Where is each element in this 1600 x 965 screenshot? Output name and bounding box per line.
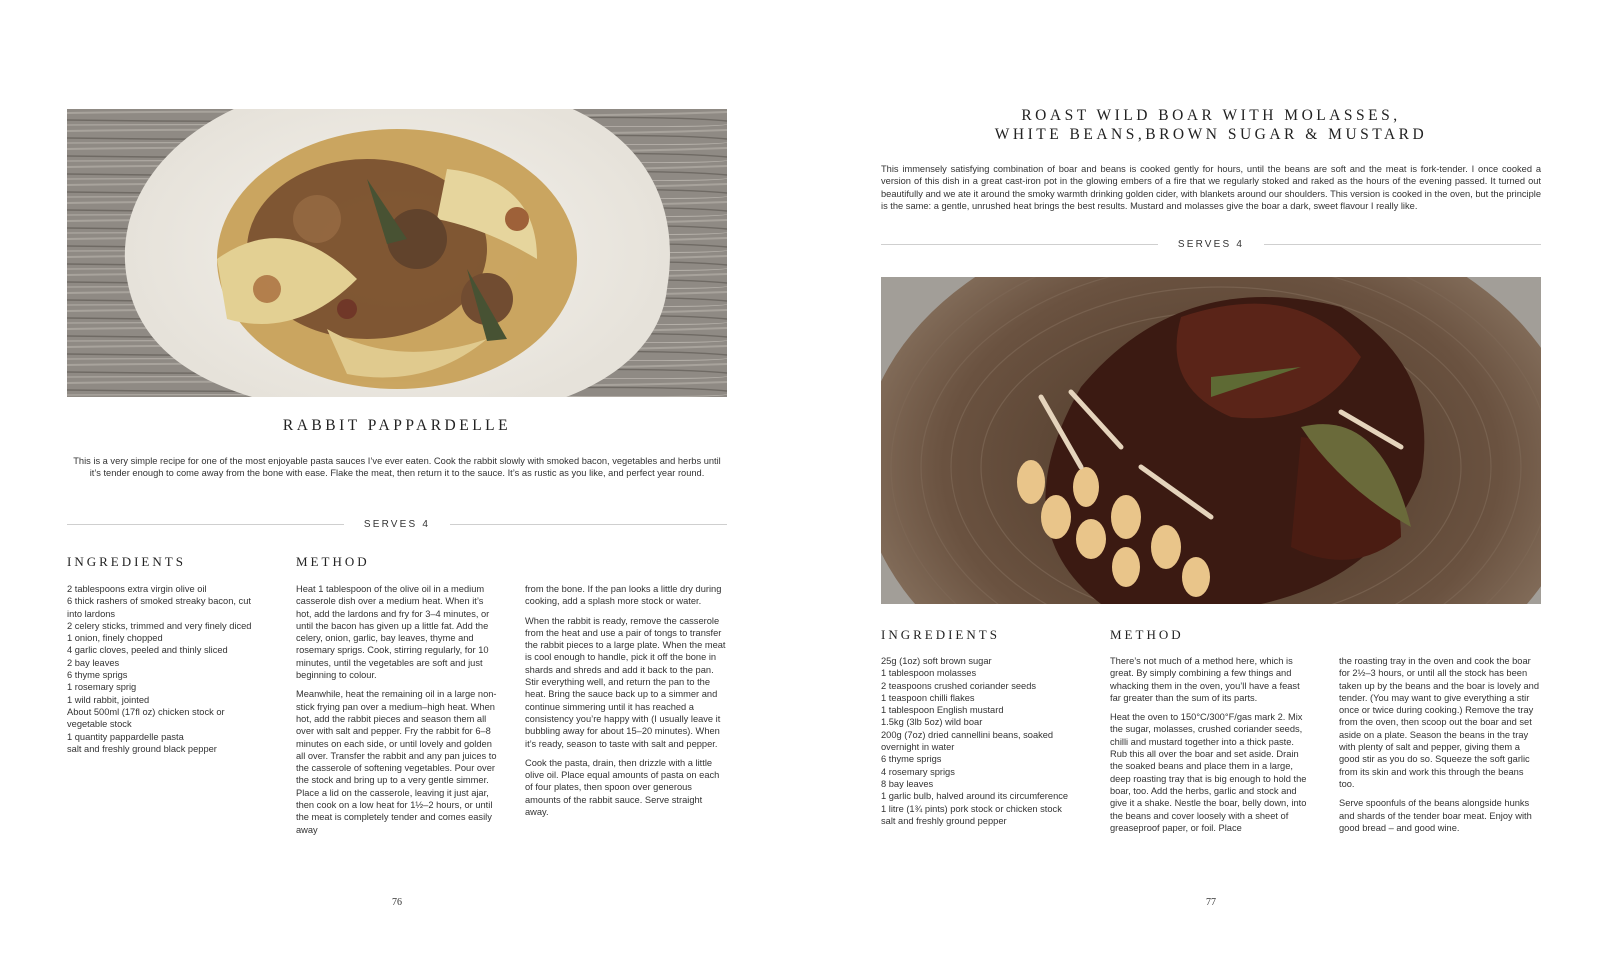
ingredient-item: 1 tablespoon molasses (881, 668, 977, 679)
ingredient-item: 4 rosemary sprigs (881, 766, 955, 777)
ingredients-heading: INGREDIENTS (67, 554, 186, 569)
recipe-intro: This is a very simple recipe for one of the most enjoyable pasta sauces I’ve ever eaten. Cook the rabbit slowly with smoked bacon, vegetables and herbs until it’s tender enough to come away from the bone with ease. Flake the meat, then return it to the sauce. It’s as rustic as you like, and perfect year round. (73, 456, 721, 479)
ingredient-item: 2 bay leaves (67, 657, 120, 668)
method-column-2 (525, 583, 727, 825)
ingredient-item: 6 thyme sprigs (881, 754, 942, 765)
recipe-title (881, 106, 1541, 144)
recipe-title-line-2: WHITE BEANS,BROWN SUGAR & MUSTARD (994, 126, 1428, 143)
serves-label: SERVES 4 (1177, 238, 1245, 250)
ingredient-item: 1 rosemary sprig (67, 682, 137, 693)
divider-line-left (881, 244, 1158, 245)
method-paragraph: Heat the oven to 150°C/300°F/gas mark 2. Mix the sugar, molasses, crushed coriander seeds, chilli and mustard together into a thick paste. Rub this all over the boar and set aside. Drain the soaked beans and place them in a large, deep roasting tray that is big enough to hold the boar, too. Add the herbs, garlic and stock and give it a shake. Nestle the boar, belly down, into the beans and cover loosely with a sheet of greaseproof paper, or foil. Place (1110, 712, 1307, 833)
serves-divider (67, 517, 727, 531)
ingredient-item: 1 litre (1¾ pints) pork stock or chicken stock (881, 803, 1062, 814)
ingredient-item: 1 quantity pappardelle pasta (67, 731, 184, 742)
ingredient-item: 1 onion, finely chopped (67, 633, 163, 644)
ingredient-item: 4 garlic cloves, peeled and thinly sliced (67, 645, 228, 656)
method-heading: METHOD (296, 554, 370, 569)
ingredient-item: 200g (7oz) dried cannellini beans, soaked overnight in water (881, 729, 1054, 753)
method-paragraph: Meanwhile, heat the remaining oil in a large non-stick frying pan over a medium–high heat. When hot, add the rabbit pieces and season them all over with salt and pepper. Fry the rabbit for 6–8 minutes on each side, or until lovely and golden all over. Transfer the rabbit and any pan juices to the casserole of softening vegetables. Pour over the stock and bring up to a very gentle simmer. Place a lid on the casserole, leaving it just ajar, then cook on a low heat for 1½–2 hours, or until the meat is completely tender and comes easily away (296, 689, 497, 835)
method-heading: METHOD (1110, 627, 1184, 642)
ingredient-item: salt and freshly ground pepper (881, 815, 1007, 826)
serves-label: SERVES 4 (363, 518, 431, 530)
method-column-2 (1339, 655, 1541, 841)
ingredients-heading: INGREDIENTS (881, 627, 1000, 642)
ingredient-item: 6 thyme sprigs (67, 670, 128, 681)
ingredient-item: 1 garlic bulb, halved around its circumference (881, 791, 1069, 802)
ingredient-item: 1 teaspoon chilli flakes (881, 692, 975, 703)
roast-wild-boar-photo (881, 277, 1541, 604)
serves-divider (881, 237, 1541, 251)
ingredients-list (67, 583, 261, 755)
recipe-intro: This immensely satisfying combination of boar and beans is cooked gently for hours, until the beans are soft and the meat is fork-tender. I once cooked a version of this dish in a great cast-iron pot in the glowing embers of a fire that we regularly stoked and raked as the hours of the evening passed. It turned out beautifully and we ate it around the smoky warmth drinking golden cider, with blankets around our shoulders. This version is cooked in the oven, but the principle is the same: a gentle, unrushed heat brings the best results. Mustard and molasses give the boar a dark, sweet flavour I really like. (881, 164, 1541, 212)
ingredient-item: 2 tablespoons extra virgin olive oil (67, 584, 207, 594)
method-paragraph: from the bone. If the pan looks a little dry during cooking, add a splash more stock or water. (525, 584, 722, 607)
ingredient-item: 1 wild rabbit, jointed (67, 694, 150, 705)
method-paragraph: Serve spoonfuls of the beans alongside hunks and shards of the tender boar meat. Enjoy with good bread – and good wine. (1339, 798, 1532, 833)
method-paragraph: There’s not much of a method here, which is great. By simply combining a few things and whacking them in the oven, you’ll have a feast far greater than the sum of its parts. (1110, 656, 1300, 703)
ingredient-item: About 500ml (17fl oz) chicken stock or vegetable stock (67, 706, 225, 730)
ingredient-item: 2 celery sticks, trimmed and very finely diced (67, 620, 252, 631)
method-column-1 (296, 583, 498, 843)
recipe-title-line-1: ROAST WILD BOAR WITH MOLASSES, (1021, 107, 1401, 124)
ingredient-item: 25g (1oz) soft brown sugar (881, 656, 992, 666)
right-page (800, 0, 1600, 965)
boar-bowl-illustration (881, 277, 1541, 604)
rabbit-pappardelle-photo (67, 109, 727, 397)
divider-line-right (450, 524, 727, 525)
divider-line-right (1264, 244, 1541, 245)
pasta-plate-illustration (67, 109, 727, 397)
ingredient-item: 6 thick rashers of smoked streaky bacon, cut into lardons (67, 596, 251, 619)
recipe-title: RABBIT PAPPARDELLE (282, 417, 512, 434)
page-number: 77 (1206, 897, 1216, 908)
method-paragraph: When the rabbit is ready, remove the casserole from the heat and use a pair of tongs to transfer the rabbit pieces to a large plate. When the meat is cool enough to handle, pick it off the bone in shards and shreds and add it back to the pan. Stir everything well, and return the pan to the heat. Bring the sauce back up to a simmer and continue simmering until it has reached a consistency you’re happy with (I usually leave it bubbling away for about 15–20 minutes). When it’s ready, season to taste with salt and pepper. (525, 615, 726, 749)
divider-line-left (67, 524, 344, 525)
ingredient-item: 2 teaspoons crushed coriander seeds (881, 680, 1037, 691)
ingredients-list (881, 655, 1085, 827)
page-number: 76 (392, 897, 402, 908)
ingredient-item: 8 bay leaves (881, 778, 934, 789)
method-paragraph: Heat 1 tablespoon of the olive oil in a medium casserole dish over a medium heat. When it’s hot, add the lardons and fry for 3–4 minutes, or until the bacon has given up a little fat. Add the celery, onion, garlic, bay leaves, thyme and rosemary sprigs. Cook, stirring regularly, for 10 minutes, until the vegetables are soft and just beginning to colour. (296, 584, 490, 681)
method-paragraph: Cook the pasta, drain, then drizzle with a little olive oil. Place equal amounts of pasta on each of four plates, then spoon over generous amounts of the rabbit sauce. Serve straight away. (525, 757, 720, 818)
method-column-1 (1110, 655, 1312, 841)
method-paragraph: the roasting tray in the oven and cook the boar for 2½–3 hours, or until all the stock has been taken up by the beans and the boar is lovely and tender. (You may want to give everything a stir once or twice during cooking.) Remove the tray from the oven, then scoop out the boar and set aside on a plate. Season the beans in the tray with plenty of salt and pepper, giving them a good stir as you do so. Squeeze the soft garlic from its skin and work this through the beans too. (1339, 656, 1540, 789)
ingredient-item: 1 tablespoon English mustard (881, 705, 1004, 716)
ingredient-item: 1.5kg (3lb 5oz) wild boar (881, 717, 983, 728)
ingredient-item: salt and freshly ground black pepper (67, 743, 217, 754)
